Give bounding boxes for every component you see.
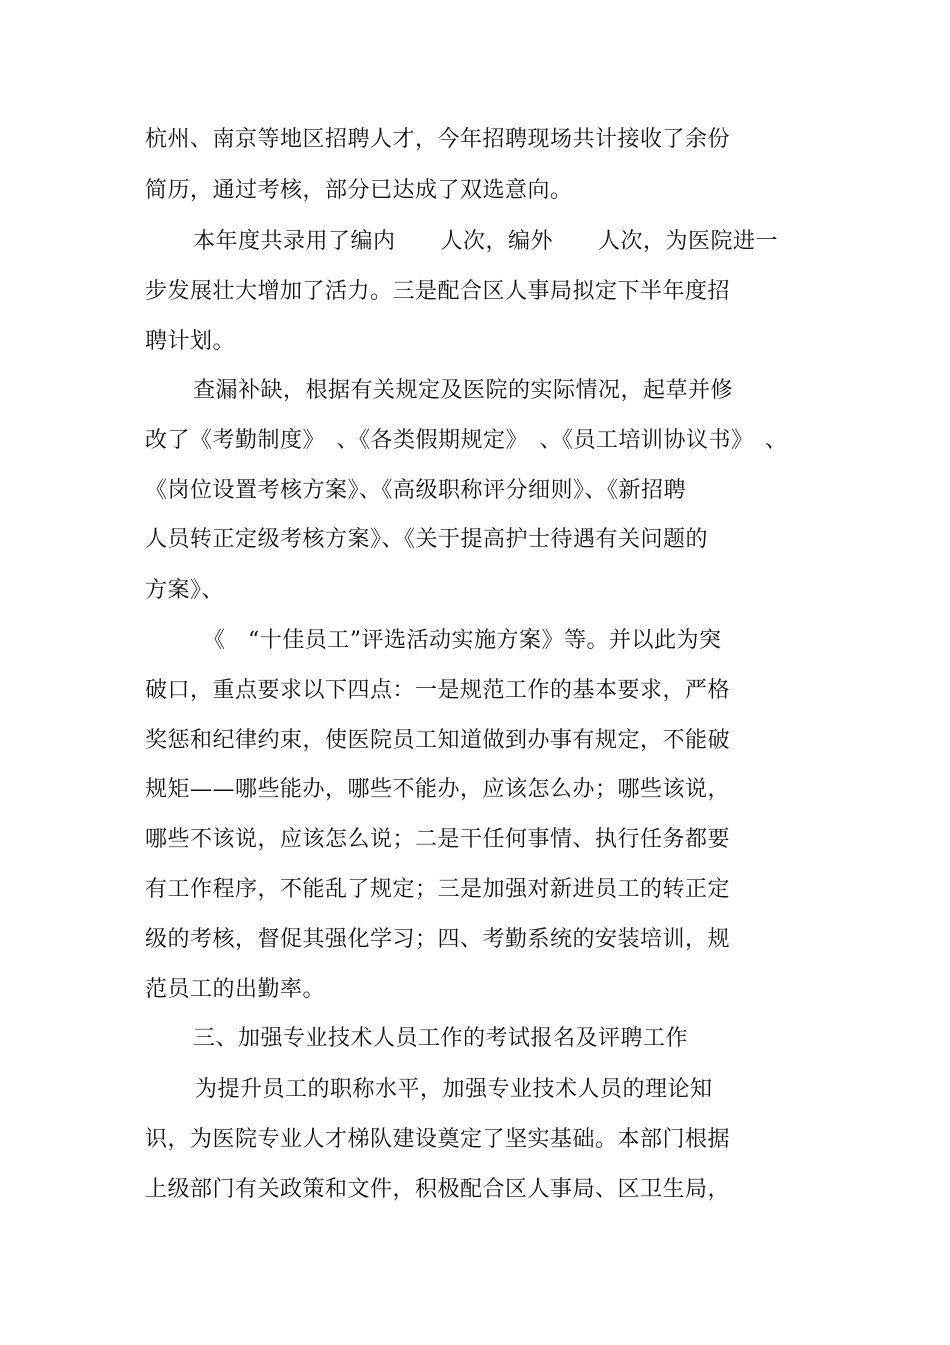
text-line: 《岗位设置考核方案》、《高级职称评分细则》、《新招聘 <box>145 478 687 503</box>
text-line: 方案》、 <box>145 578 225 603</box>
text-line: 识，为医院专业人才梯队建设奠定了坚实基础。本部门根据 <box>145 1127 731 1152</box>
text-line: 级的考核，督促其强化学习；四、考勤系统的安装培训，规 <box>145 927 731 952</box>
text-line: 奖惩和纪律约束，使医院员工知道做到办事有规定，不能破 <box>145 728 731 753</box>
text-line: 规矩——哪些能办，哪些不能办，应该怎么办；哪些该说， <box>145 777 731 802</box>
text-line: 上级部门有关政策和文件，积极配合区人事局、区卫生局， <box>145 1177 731 1202</box>
text-line: 步发展壮大增加了活力。三是配合区人事局拟定下半年度招 <box>145 279 731 304</box>
text-line: 范员工的出勤率。 <box>145 977 326 1002</box>
text-line: 人员转正定级考核方案》、《关于提高护士待遇有关问题的 <box>145 527 709 552</box>
text-line: 哪些不该说，应该怎么说；二是干任何事情、执行任务都要 <box>145 827 731 852</box>
text-line: 简历，通过考核，部分已达成了双选意向。 <box>145 178 573 203</box>
text-line: 查漏补缺，根据有关规定及医院的实际情况，起草并修 <box>193 378 734 403</box>
text-line: 改了《考勤制度》 、《各类假期规定》 、《员工培训协议书》 、 <box>145 428 788 453</box>
text-line: 有工作程序，不能乱了规定；三是加强对新进员工的转正定 <box>145 877 731 902</box>
text-line: 本年度共录用了编内 人次，编外 人次，为医院进一 <box>193 229 779 254</box>
section-heading: 三、加强专业技术人员工作的考试报名及评聘工作 <box>193 1026 689 1051</box>
text-line: 破口，重点要求以下四点：一是规范工作的基本要求，严格 <box>145 678 731 703</box>
text-line: 《 “十佳员工”评选活动实施方案》等。并以此为突 <box>203 628 722 653</box>
text-line: 杭州、南京等地区招聘人才，今年招聘现场共计接收了余份 <box>145 127 731 152</box>
text-line: 为提升员工的职称水平，加强专业技术人员的理论知 <box>195 1077 713 1102</box>
text-line: 聘计划。 <box>145 329 236 354</box>
